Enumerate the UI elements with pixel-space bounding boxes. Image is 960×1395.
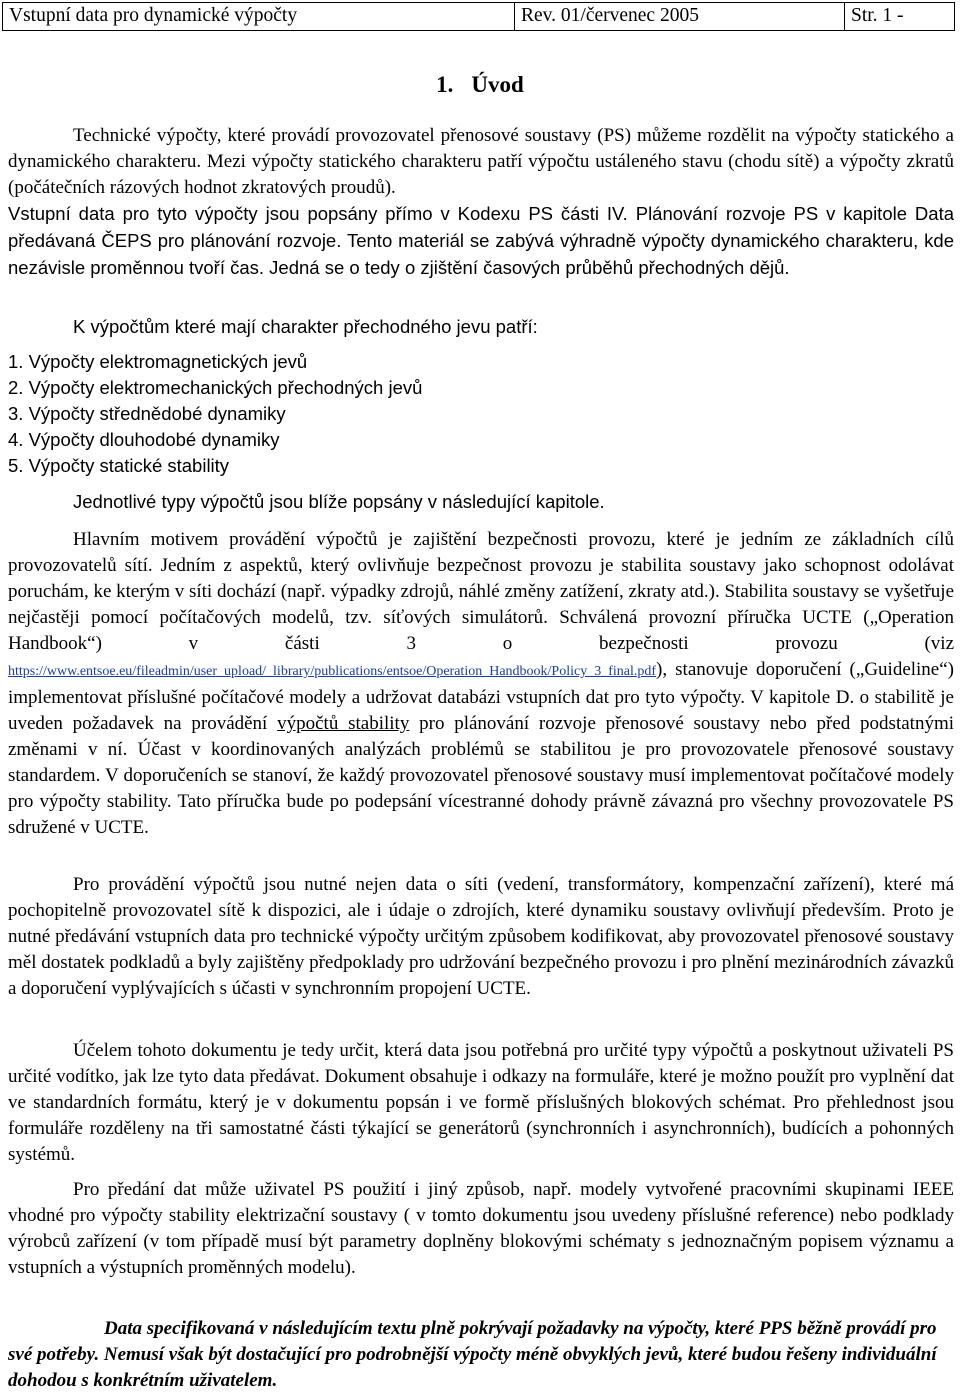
section-number: 1. [436,72,454,97]
list-item: 2. Výpočty elektromechanických přechodných jevů [8,377,423,398]
page-header [2,2,955,31]
footer-note [8,1316,954,1394]
other-methods-paragraph [8,1177,954,1281]
list-outro: Jednotlivé typy výpočtů jsou blíže popsány v následující kapitole. [73,491,605,512]
header-revision: Rev. 01/červenec 2005 [515,3,845,30]
motive-underlined-text: výpočtů stability [277,713,410,734]
ucte-handbook-link[interactable]: https://www.entsoe.eu/fileadmin/user_upload/_library/publications/entsoe/Operation_Handbook/Policy_3_final.pdf [8,664,657,679]
motive-text-3: ), stanovuje doporučení („Guideline“) implementovat příslušné počítačové modely a udržovat databázi vstupních dat pro tyto výpočty. V kapitole D. o stabilitě je uveden požadavek na provádění [8,659,954,734]
motive-text-2: Jedním z aspektů, který ovlivňuje bezpečnost provozu je stabilita soustavy jako schopnost odolávat poruchám, ke kterým v síti dochází (např. výpadky zdrojů, náhlé změny zatížení, zkraty atd.). Stabilita soustavy se vyšetřuje nejčastěji pomocí počítačových modelů, tzv. síťových simulátorů. Schválená provozní příručka UCTE („Operation Handbook“) v části 3 o bezpečnosti provozu (viz [8,555,955,654]
purpose-paragraph-text: Účelem tohoto dokumentu je tedy určit, která data jsou potřebná pro určité typy výpočtů a poskytnout uživateli PS určité vodítko, jak lze tyto data předávat. Dokument obsahuje i odkazy na formuláře, které je možno použít pro vyplnění dat ve standardních formátu, který je v dokumentu popsán i ve formě příslušných blokových schémat. Pro přehlednost jsou formuláře rozděleny na tři samostatné části týkající se generátorů (synchronních i asynchronních), budících a pohonných systémů. [8,1040,954,1165]
header-document-title: Vstupní data pro dynamické výpočty [3,3,515,30]
motive-text-4: pro plánování rozvoje přenosové soustavy nebo před podstatnými změnami v ní. Účast v koordinovaných analýzách problémů se stabilitou je pro provozovatele přenosové soustavy standardem. V doporučeních se stanoví, že každý provozovatel přenosové soustavy musí implementovat počítačové modely pro výpočty stability. Tato příručka bude po podepsání vícestranné dohody právně závazná pro všechny provozovatele PS sdružené v UCTE. [8,713,955,838]
footer-note-text: Data specifikovaná v následujícím textu plně pokrývají požadavky na výpočty, které PPS běžně provádí pro své potřeby. Nemusí však být dostačující pro podrobnější výpočty méně obvyklých jevů, které budou řešeny individuální dohodou s konkrétním uživatelem. [8,1318,937,1391]
intro-text-1: Technické výpočty, které provádí provozovatel přenosové soustavy (PS) můžeme rozdělit na výpočty statického a dynamického charakteru. Mezi výpočty statického charakteru patří výpočtu ustáleného stavu (chodu sítě) a výpočty zkratů (počátečních rázových hodnot zkratových proudů). [8,125,954,198]
section-title: Úvod [471,72,524,97]
list-item: 3. Výpočty střednědobé dynamiky [8,403,286,424]
header-page-number: Str. 1 - [851,5,904,26]
other-methods-text: Pro předání dat může uživatel PS použití i jiný způsob, např. modely vytvořené pracovními skupinami IEEE vhodné pro výpočty stability elektrizační soustavy ( v tomto dokumentu jsou uvedeny příslušné reference) nebo podklady výrobců zařízení (v tom případě musí být parametry doplněny blokovými schématy s jednoznačným popisem významu a vstupních a výstupních proměnných modelu). [8,1179,954,1278]
intro-text-3: Plánování rozvoje PS v kapitole Data předávaná ČEPS pro plánování rozvoje. [8,203,954,251]
motive-paragraph [8,527,954,841]
purpose-paragraph [8,1038,954,1168]
list-item: 1. Výpočty elektromagnetických jevů [8,351,308,372]
intro-text-2: Vstupní data pro tyto výpočty jsou popsány přímo v Kodexu PS části IV. [8,203,628,224]
data-paragraph-text: Pro provádění výpočtů jsou nutné nejen data o síti (vedení, transformátory, kompenzační zařízení), které má pochopitelně provozovatel sítě k dispozici, ale i údaje o zdrojích, které dynamiku soustavy ovlivňují především. Proto je nutné předávání vstupních data pro technické výpočty určitým způsobem kodifikovat, aby provozovatel přenosové soustavy měl dostatek podkladů a byly zajištěny předpoklady pro udržování bezpečného provozu i pro plnění mezinárodních závazků a doporučení vyplývajících s účasti v synchronním propojení UCTE. [8,874,954,999]
list-intro: K výpočtům které mají charakter přechodného jevu patří: [73,316,538,337]
motive-text-1: Hlavním motivem provádění výpočtů je zajištění bezpečnosti provozu, které je jedním ze základních cílů provozovatelů sítí. [8,529,954,576]
intro-text-4: Tento materiál se zabývá výhradně výpočty dynamického charakteru, kde nezávisle proměnnou tvoří čas. [8,230,954,278]
list-item: 4. Výpočty dlouhodobé dynamiky [8,429,280,450]
list-item: 5. Výpočty statické stability [8,455,230,476]
intro-text-5: Jedná se o tedy o zjištění časových průběhů přechodných dějů. [264,257,790,278]
data-paragraph [8,872,954,1002]
intro-paragraph [8,123,954,282]
section-heading [0,72,960,98]
